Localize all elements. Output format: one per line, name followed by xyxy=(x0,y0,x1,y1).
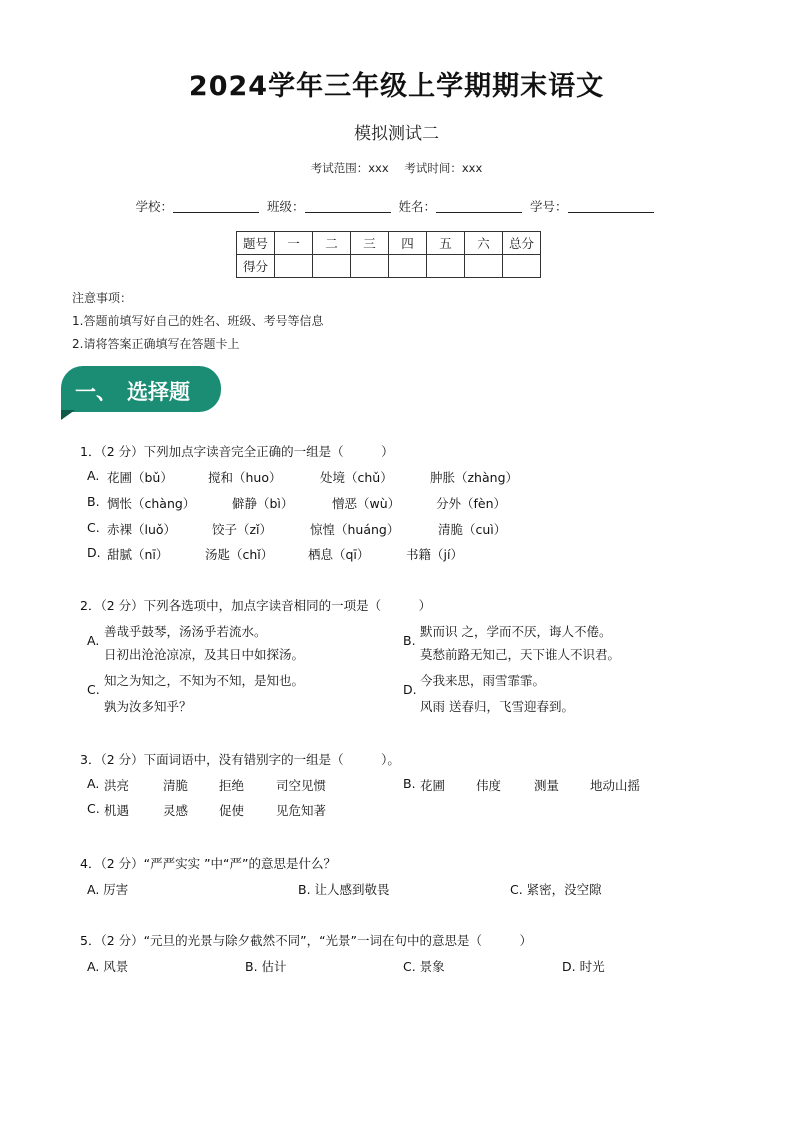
exam-time: 考试时间：xxx xyxy=(404,161,483,175)
q3-option-b-item: 伟度 xyxy=(476,778,502,793)
exam-meta xyxy=(0,160,793,176)
q1-option-d-label[interactable]: D. xyxy=(87,545,101,560)
q2-option-b-line: 莫愁前路无知己，天下谁人不识君。 xyxy=(420,647,621,662)
q2-option-d-line: 风雨 送春归，飞雪迎春到。 xyxy=(420,699,574,714)
question-5-stem: 5．（2 分）“元旦的光景与除夕截然不同”，“光景”一词在句中的意思是（ ） xyxy=(80,933,533,948)
q3-option-a-item: 司空见惯 xyxy=(276,778,327,793)
q3-option-b-item: 测量 xyxy=(534,778,560,793)
q1-option-d-item: 书籍（jí） xyxy=(406,547,463,562)
q1-option-a-item: 花圃（bǔ） xyxy=(107,470,173,485)
number-label: 学号： xyxy=(529,199,568,214)
banner-fold xyxy=(61,410,75,420)
q1-option-c-item: 清脆（cuì） xyxy=(438,522,507,537)
score-cell: 一 xyxy=(275,232,313,255)
q3-option-a-item: 清脆 xyxy=(163,778,189,793)
school-blank[interactable] xyxy=(173,200,259,213)
q2-option-a-line: 日初出沧沧凉凉，及其日中如探汤。 xyxy=(104,647,305,662)
q1-option-c-item: 饺子（zǐ） xyxy=(212,522,273,537)
q2-option-d-line: 今我来思，雨雪霏霏。 xyxy=(420,673,546,688)
score-blank-cell[interactable] xyxy=(389,255,427,278)
class-label: 班级： xyxy=(266,199,305,214)
score-blank-cell[interactable] xyxy=(465,255,503,278)
q3-option-a-label[interactable]: A. xyxy=(87,776,100,791)
question-2-stem: 2．（2 分）下列各选项中，加点字读音相同的一项是（ ） xyxy=(80,598,432,613)
q1-option-d-item: 栖息（qī） xyxy=(308,547,370,562)
q3-option-b-item: 花圃 xyxy=(420,778,446,793)
q3-option-c-label[interactable]: C. xyxy=(87,801,100,816)
score-cell: 题号 xyxy=(237,232,275,255)
school-label: 学校： xyxy=(135,199,173,214)
note-item: 1.答题前填写好自己的姓名、班级、考号等信息 xyxy=(72,314,324,328)
exam-scope: 考试范围：xxx xyxy=(310,161,389,175)
page-title: 2024学年三年级上学期期末语文 xyxy=(188,71,605,102)
q3-option-b-item: 地动山摇 xyxy=(590,778,641,793)
score-blank-cell[interactable] xyxy=(427,255,465,278)
score-blank-cell[interactable] xyxy=(275,255,313,278)
score-blank-cell[interactable] xyxy=(351,255,389,278)
class-blank[interactable] xyxy=(305,200,391,213)
q1-option-c-label[interactable]: C. xyxy=(87,520,100,535)
q5-option-b[interactable]: B. 估计 xyxy=(245,959,287,974)
score-table xyxy=(236,231,541,278)
q1-option-b-label[interactable]: B. xyxy=(87,494,100,509)
q2-option-a-label[interactable]: A. xyxy=(87,633,100,648)
q1-option-a-item: 肿胀（zhàng） xyxy=(430,470,519,485)
number-blank[interactable] xyxy=(568,200,654,213)
q1-option-b-item: 憎恶（wù） xyxy=(332,496,401,511)
q2-option-c-line: 孰为汝多知乎？ xyxy=(104,699,192,714)
q1-option-d-item: 汤匙（chǐ） xyxy=(205,547,274,562)
q3-option-a-item: 拒绝 xyxy=(219,778,245,793)
q1-option-d-item: 甜腻（nī） xyxy=(107,547,169,562)
q1-option-c-item: 赤裸（luǒ） xyxy=(107,522,177,537)
score-cell: 总分 xyxy=(503,232,541,255)
q5-option-d[interactable]: D. 时光 xyxy=(562,959,605,974)
q3-option-a-item: 洪亮 xyxy=(104,778,130,793)
q1-option-b-item: 惆怅（chàng） xyxy=(107,496,196,511)
name-blank[interactable] xyxy=(436,200,522,213)
q1-option-a-item: 处境（chǔ） xyxy=(320,470,393,485)
q3-option-c-item: 灵感 xyxy=(163,803,189,818)
q1-option-b-item: 分外（fèn） xyxy=(436,496,507,511)
q2-option-c-label[interactable]: C. xyxy=(87,682,100,697)
section-banner xyxy=(61,366,221,412)
q1-option-a-item: 搅和（huo） xyxy=(208,470,282,485)
name-label: 姓名： xyxy=(398,199,436,214)
q2-option-b-line: 默而识 之，学而不厌，诲人不倦。 xyxy=(420,624,612,639)
question-4-stem: 4．（2 分）“严严实实 ”中“严”的意思是什么？ xyxy=(80,856,337,871)
q2-option-d-label[interactable]: D. xyxy=(403,682,417,697)
student-info-row xyxy=(0,197,793,215)
page-subtitle: 模拟测试二 xyxy=(354,124,439,144)
score-cell: 六 xyxy=(465,232,503,255)
q5-option-c[interactable]: C. 景象 xyxy=(403,959,445,974)
notes-heading: 注意事项： xyxy=(72,291,133,305)
q5-option-a[interactable]: A. 风景 xyxy=(87,959,129,974)
score-cell: 五 xyxy=(427,232,465,255)
q2-option-b-label[interactable]: B. xyxy=(403,633,416,648)
score-blank-cell[interactable] xyxy=(503,255,541,278)
q3-option-c-item: 见危知著 xyxy=(276,803,327,818)
q2-option-c-line: 知之为知之，不知为不知，是知也。 xyxy=(104,673,305,688)
q4-option-b[interactable]: B. 让人感到敬畏 xyxy=(298,882,390,897)
score-cell: 二 xyxy=(313,232,351,255)
score-blank-cell[interactable] xyxy=(313,255,351,278)
q4-option-a[interactable]: A. 厉害 xyxy=(87,882,129,897)
q4-option-c[interactable]: C. 紧密，没空隙 xyxy=(510,882,602,897)
score-table-score-row xyxy=(237,255,541,278)
score-cell: 得分 xyxy=(237,255,275,278)
section-title: 选择题 xyxy=(127,380,190,404)
score-cell: 四 xyxy=(389,232,427,255)
score-cell: 三 xyxy=(351,232,389,255)
question-3-stem: 3．（2 分）下面词语中，没有错别字的一组是（ ）。 xyxy=(80,752,400,767)
q2-option-a-line: 善哉乎鼓琴，汤汤乎若流水。 xyxy=(104,624,267,639)
question-1-stem: 1．（2 分）下列加点字读音完全正确的一组是（ ） xyxy=(80,444,394,459)
note-item: 2.请将答案正确填写在答题卡上 xyxy=(72,337,240,351)
section-number: 一、 xyxy=(75,380,117,404)
score-table-header-row xyxy=(237,232,541,255)
q1-option-b-item: 僻静（bì） xyxy=(232,496,294,511)
q3-option-b-label[interactable]: B. xyxy=(403,776,416,791)
q1-option-a-label[interactable]: A. xyxy=(87,468,100,483)
q3-option-c-item: 机遇 xyxy=(104,803,130,818)
q3-option-c-item: 促使 xyxy=(219,803,245,818)
q1-option-c-item: 惊惶（huáng） xyxy=(310,522,400,537)
